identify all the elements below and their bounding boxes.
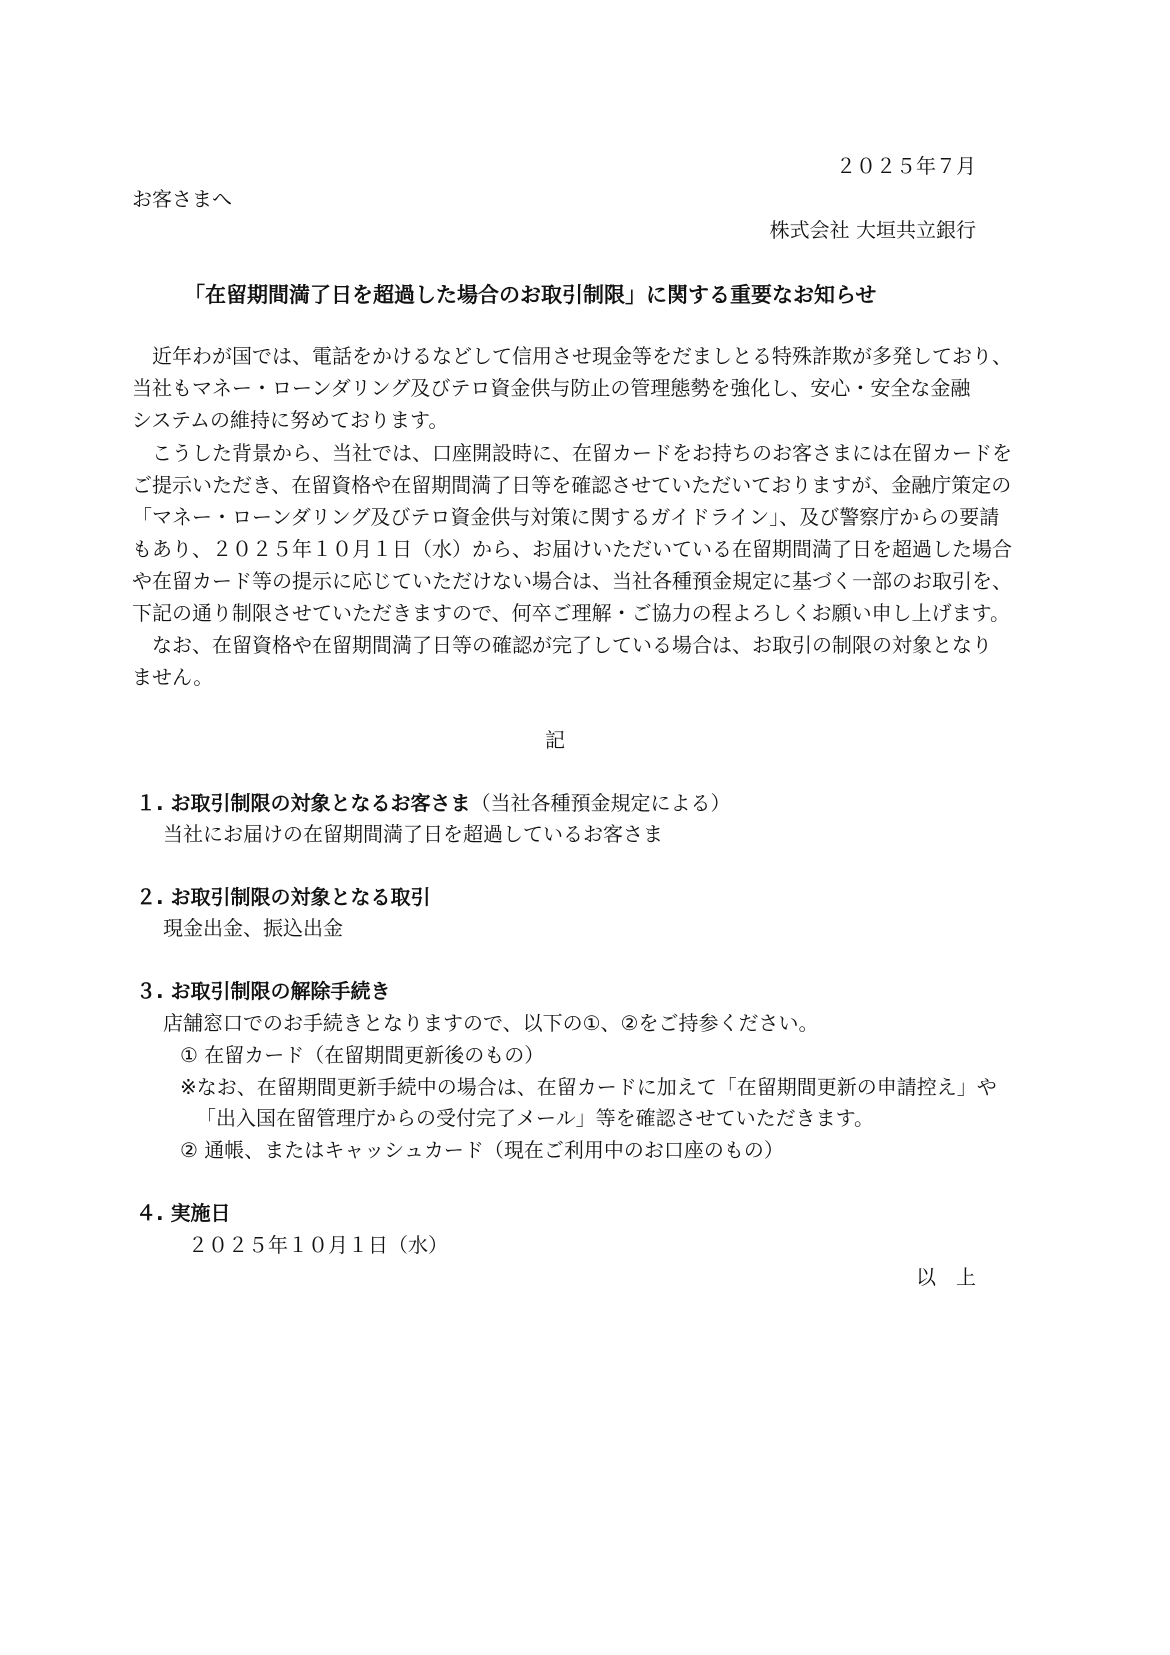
section-3-item-2: ② 通帳、またはキャッシュカード（現在ご利用中のお口座のもの） [180,1138,784,1162]
body-line: 「マネー・ローンダリング及びテロ資金供与対策に関するガイドライン」、及び警察庁からの要請 [132,505,1000,529]
section-3-note-2: 「出入国在留管理庁からの受付完了メール」等を確認させていただきます。 [196,1106,874,1130]
closing-mark: 以 上 [916,1265,976,1289]
body-line: ご提示いただき、在留資格や在留期間満了日等を確認させていただいておりますが、金融庁策定の [132,473,1012,497]
section-2-text: 現金出金、振込出金 [163,916,343,940]
section-3-heading: ３. お取引制限の解除手続き [136,979,391,1003]
section-4-heading: ４. 実施日 [136,1201,231,1225]
section-1-text: 当社にお届けの在留期間満了日を超過しているお客さま [163,822,663,846]
body-line: 下記の通り制限させていただきますので、何卒ご理解・ご協力の程よろしくお願い申し上げます。 [132,601,1010,625]
section-3-text: 店舗窓口でのお手続きとなりますので、以下の①、②をご持参ください。 [163,1011,819,1035]
section-1-heading-line [136,789,731,817]
section-2-heading: ２. お取引制限の対象となる取引 [136,885,431,909]
document-date: ２０２５年７月 [836,154,976,178]
sender-name: 株式会社 大垣共立銀行 [769,218,976,242]
body-line: ません。 [132,665,214,689]
section-3-item-1: ① 在留カード（在留期間更新後のもの） [180,1043,545,1067]
body-line: システムの維持に努めております。 [132,408,449,432]
body-line: 近年わが国では、電話をかけるなどして信用させ現金等をだましとる特殊詐欺が多発しており、 [132,344,1012,368]
section-3-note-1: ※なお、在留期間更新手続中の場合は、在留カードに加えて「在留期間更新の申請控え」や [180,1075,997,1099]
addressee: お客さまへ [132,187,232,211]
body-line: もあり、２０２５年１０月１日（水）から、お届けいただいている在留期間満了日を超過した場合 [132,537,1012,561]
section-1-note: （当社各種預金規定による） [470,791,731,815]
document-title: 「在留期間満了日を超過した場合のお取引制限」に関する重要なお知らせ [184,283,877,307]
ki-label: 記 [545,728,565,752]
section-1-heading: １. お取引制限の対象となるお客さま [136,791,471,815]
body-line: 当社もマネー・ローンダリング及びテロ資金供与防止の管理態勢を強化し、安心・安全な金融 [132,376,971,400]
body-line: こうした背景から、当社では、口座開設時に、在留カードをお持ちのお客さまには在留カードを [132,441,1012,465]
body-line: や在留カード等の提示に応じていただけない場合は、当社各種預金規定に基づく一部のお取引を、 [132,569,1012,593]
section-4-text: ２０２５年１０月１日（水） [188,1233,448,1257]
body-line: なお、在留資格や在留期間満了日等の確認が完了している場合は、お取引の制限の対象となり [132,633,992,657]
